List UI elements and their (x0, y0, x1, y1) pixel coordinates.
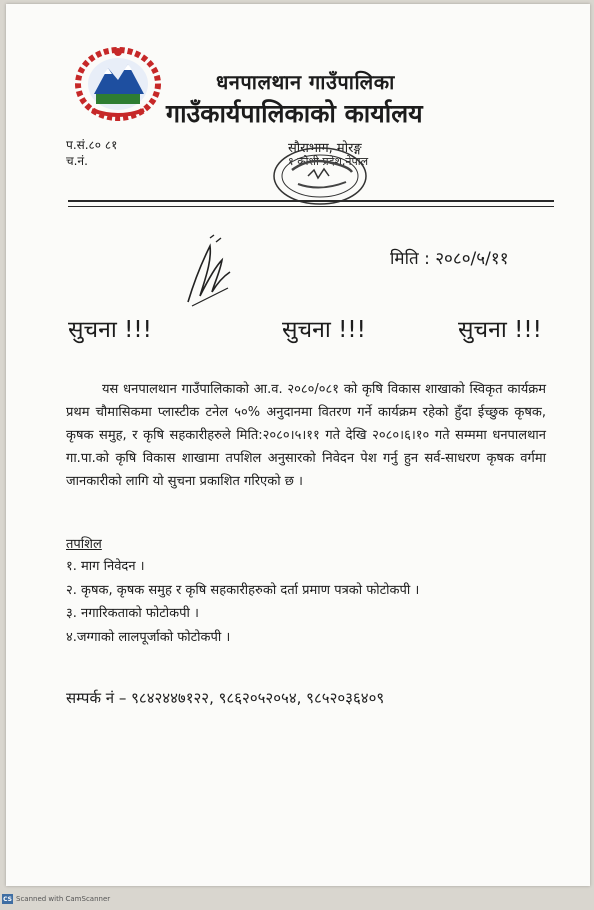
scanner-watermark (2, 894, 110, 904)
list-item: ४.जग्गाको लालपूर्जाको फोटोकपी । (66, 629, 231, 645)
notice-body: यस धनपालथान गाउँपालिकाको आ.व. २०८०/०८१ को कृषि विकास शाखाको स्विकृत कार्यक्रम प्रथम चौमासिकमा प्लास्टीक टनेल ५०% अनुदानमा वितरण गर्ने कार्यक्रम रहेको हुँदा ईच्छुक कृषक, कृषक समुह, र कृषि सहकारीहरुले मिति:२०८०।५।११ गते देखि २०८०।६।१० गते सम्ममा धनपालथान गा.पा.को कृषि विकास शाखामा तपशिल अनुसारको निवेदन पेश गर्नु हुन सर्व-साधरण कृषक वर्गमा जानकारीको लागि यो सुचना प्रकाशित गरिएको छ । (66, 382, 546, 489)
list-title: तपशिल (66, 537, 102, 552)
nepal-emblem-icon (72, 44, 164, 122)
office-name: गाउँकार्यपालिकाको कार्यालय (166, 99, 423, 128)
contact-numbers: सम्पर्क नं – ९८४२४४७१२२, ९८६२०५२०५४, ९८५२०३६४०९ (66, 689, 385, 707)
notice-heading-left: सुचना !!! (68, 317, 152, 343)
reference-number: प.सं.८० ८१ (66, 138, 118, 152)
header-rule-thin (68, 206, 554, 207)
camscanner-logo-icon: CS (3, 895, 12, 903)
document-page (6, 4, 590, 886)
dispatch-number: च.नं. (66, 154, 88, 168)
scanner-note: Scanned with CamScanner (16, 895, 111, 903)
office-stamp-icon (268, 144, 372, 208)
address-line-2: १ कोशी प्रदेश,नेपाल (288, 155, 369, 168)
notice-heading-right: सुचना !!! (458, 317, 542, 343)
list-item: ३. नगारिकताको फोटोकपी । (66, 606, 199, 621)
list-item: १. माग निवेदन । (66, 559, 145, 574)
requirements-list (66, 556, 556, 650)
notice-date: मिति : २०८०/५/११ (390, 249, 509, 269)
org-name: धनपालथान गाउँपालिका (216, 70, 395, 94)
header-rule-thick (68, 200, 554, 202)
address-line-1: सौराभाग, मोरङ्ग (288, 141, 362, 156)
notice-heading-center: सुचना !!! (282, 317, 366, 343)
signature-icon (182, 232, 238, 312)
list-item: २. कृषक, कृषक समुह र कृषि सहकारीहरुको दर्ता प्रमाण पत्रको फोटोकपी । (66, 582, 420, 598)
